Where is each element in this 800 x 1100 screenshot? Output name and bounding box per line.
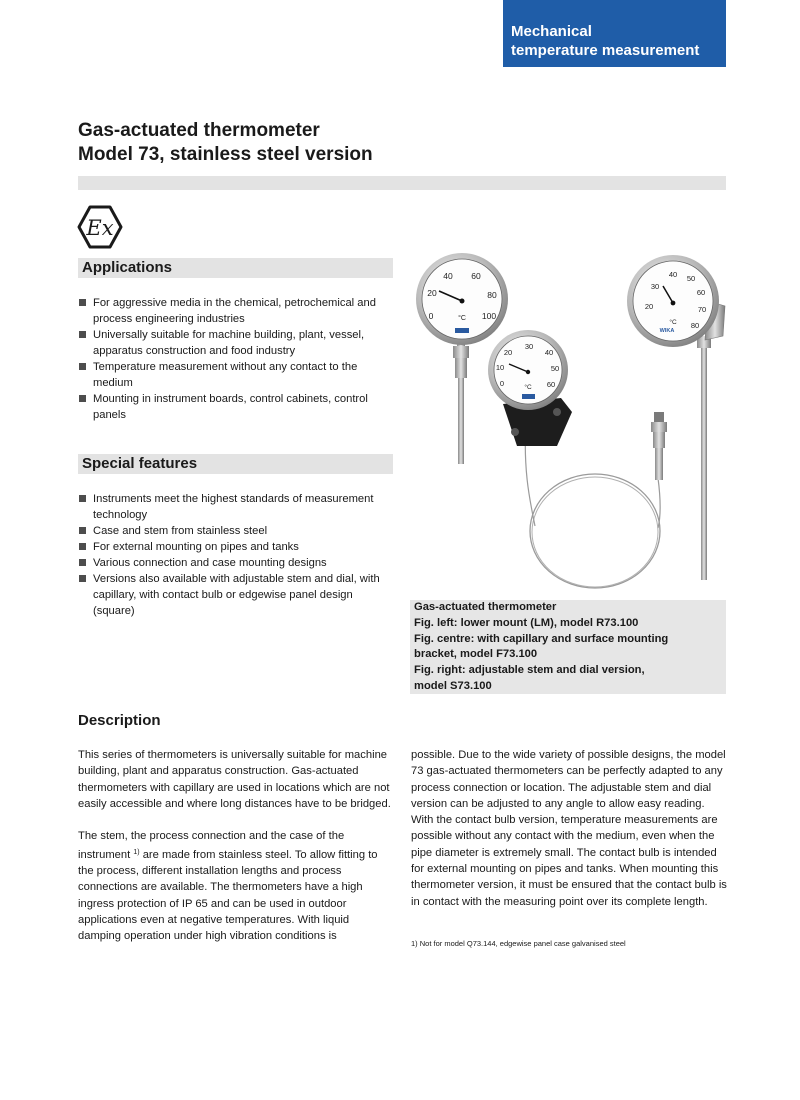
category-tab-line1: Mechanical [511,23,592,40]
dial-tick-label: 30 [524,342,534,351]
list-item: For external mounting on pipes and tanks [78,539,393,555]
description-heading: Description [78,712,161,729]
dial-tick-label: 60 [696,288,706,297]
dial-tick-label: 60 [471,271,481,281]
dial-unit: °C [524,384,532,391]
description-text: The stem, the process connection and the case of the instrument [78,830,345,861]
list-item: Universally suitable for machine building, plant, vessel, apparatus construction and food industry [78,327,393,359]
list-item: Instruments meet the highest standards of measurement technology [78,491,393,523]
dial-tick-label: 100 [481,311,497,321]
special-features-heading: Special features [78,454,393,474]
dial-unit: °C [458,315,466,322]
ex-logo-text: Ex [86,216,114,240]
contact-bulb-probe [651,412,667,480]
caption-line: Fig. right: adjustable stem and dial version, [414,664,645,677]
description-text: are made from stainless steel. To allow fitting to the process, different installation lengths and process connections are available. The thermometers have a high ingress protection of IP 65 and can be used in outdoor applications even at negative temperatures. With liquid damping operation under high vibration conditions is [78,848,378,943]
list-item: Mounting in instrument boards, control cabinets, control panels [78,391,393,423]
description-column-right [411,747,727,926]
category-tab-line2: temperature measurement [511,42,700,59]
description-paragraph: possible. Due to the wide variety of possible designs, the model 73 gas-actuated thermometers can be perfectly adapted to any process connection or location. The adjustable stem and dial version can be adjusted to any angle to allow easy reading. With the contact bulb version, temperature measurements are possible without any contact with the medium, even when the pipe diameter is extremely small. The contact bulb is intended for external mounting on pipes and tanks. When mounting this thermometer version, it must be ensured that the contact bulb is in contact with the measuring point over its complete length. [411,749,727,908]
caption-line: Gas-actuated thermometer [414,601,557,613]
photo-caption [410,600,726,694]
list-item: Case and stem from stainless steel [78,523,393,539]
footnote-ref: 1) [133,848,140,856]
thermometer-centre-capillary [488,330,572,446]
dial-tick-label: 20 [427,288,437,298]
special-features-list [78,491,393,619]
dial-tick-label: 50 [686,274,696,283]
list-item: For aggressive media in the chemical, petrochemical and process engineering industries [78,295,393,327]
list-item: Versions also available with adjustable stem and dial, with capillary, with contact bulb or edgewise panel design (square) [78,571,393,619]
dial-tick-label: 40 [443,271,453,281]
list-item: Various connection and case mounting designs [78,555,393,571]
description-paragraph [78,828,394,944]
footnote: 1) Not for model Q73.144, edgewise panel case galvanised steel [411,939,626,948]
dial-unit: °C [669,319,677,326]
description-column-left [78,747,394,961]
dial-tick-label: 0 [499,379,505,388]
dial-tick-label: 50 [550,364,560,373]
page-title-line2: Model 73, stainless steel version [78,144,373,165]
dial-tick-label: 40 [668,270,678,279]
dial-tick-label: 10 [495,363,505,372]
dial-tick-label: 20 [503,348,513,357]
description-paragraph: This series of thermometers is universally suitable for machine building, plant and apparatus construction. Gas-actuated thermometers with capillary are used in locations which are not easily accessible and where long distances have to be bridged. [78,749,391,810]
dial-tick-label: 60 [546,380,556,389]
caption-line: model S73.100 [414,679,492,692]
dial-tick-label: 80 [690,321,700,330]
dial-tick-label: 40 [544,348,554,357]
ex-explosion-protection-icon [76,204,124,250]
caption-line: bracket, model F73.100 [414,648,538,661]
applications-list [78,295,393,423]
category-tab [503,0,726,67]
dial-tick-label: 0 [428,311,434,321]
list-item: Temperature measurement without any contact to the medium [78,359,393,391]
page-title-line1: Gas-actuated thermometer [78,120,320,141]
dial-tick-label: 20 [644,302,654,311]
dial-tick-label: 70 [697,305,707,314]
title-divider-bar [78,176,726,190]
applications-heading: Applications [78,258,393,278]
caption-line: Fig. left: lower mount (LM), model R73.100 [414,616,639,629]
dial-tick-label: 30 [650,282,660,291]
capillary-coil [525,421,660,588]
dial-tick-label: 80 [487,290,497,300]
caption-line: Fig. centre: with capillary and surface mounting [414,632,669,645]
page-title [78,119,373,167]
product-photo [405,246,730,596]
brand-label: WIKA [659,328,675,334]
thermometer-right-adjustable [627,255,725,580]
